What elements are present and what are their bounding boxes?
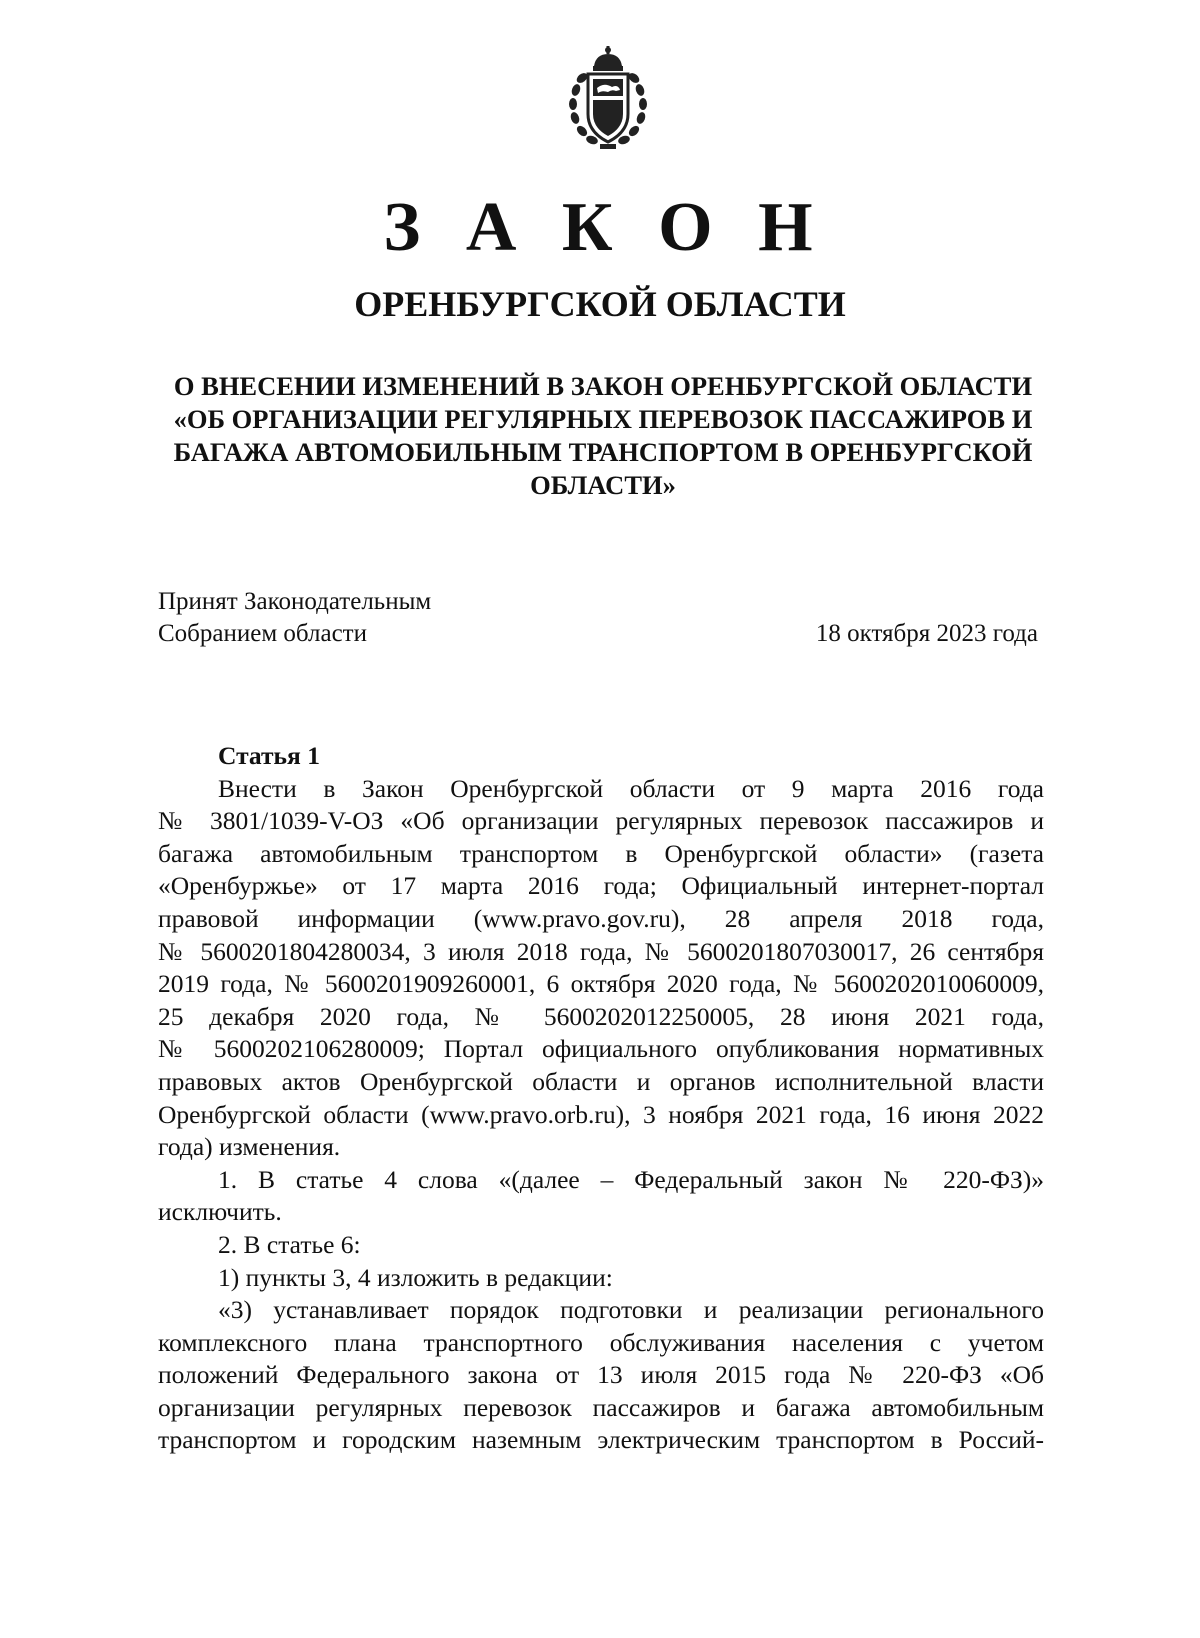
paragraph-line: № 3801/1039-V-ОЗ «Об организации регулярных перевозок пассажиров и	[158, 806, 1044, 836]
adoption-info	[158, 586, 431, 650]
law-name-line: О ВНЕСЕНИИ ИЗМЕНЕНИЙ В ЗАКОН ОРЕНБУРГСКОЙ ОБЛАСТИ	[173, 371, 1033, 401]
paragraph-line: 2019 года, № 5600201909260001, 6 октября 2020 года, № 5600202010060009,	[158, 969, 1044, 999]
law-name-line: «ОБ ОРГАНИЗАЦИИ РЕГУЛЯРНЫХ ПЕРЕВОЗОК ПАССАЖИРОВ И	[173, 404, 1033, 434]
paragraph-line: «3) устанавливает порядок подготовки и реализации регионального	[218, 1295, 1044, 1325]
paragraph-line: правовых актов Оренбургской области и органов исполнительной власти	[158, 1066, 1044, 1096]
coat-of-arms-icon	[560, 44, 656, 152]
paragraph-line: года) изменения.	[158, 1132, 341, 1162]
paragraph-line: транспортом и городским наземным электрическим транспортом в Россий-	[158, 1425, 1044, 1455]
law-name	[158, 370, 1048, 502]
adoption-line-2: Собранием области	[158, 620, 367, 647]
paragraph-line: 1. В статье 4 слова «(далее – Федеральный закон № 220-ФЗ)»	[218, 1164, 1044, 1194]
paragraph-line: багажа автомобильным транспортом в Оренбургской области» (газета	[158, 838, 1044, 868]
paragraph-line: «Оренбуржье» от 17 марта 2016 года; Официальный интернет-портал	[158, 871, 1044, 901]
adoption-line-1: Принят Законодательным	[158, 588, 432, 615]
law-name-line: ОБЛАСТИ»	[530, 470, 676, 500]
paragraph-line: организации регулярных перевозок пассажиров и багажа автомобильным	[158, 1392, 1044, 1422]
article-1	[158, 740, 1044, 1457]
document-title: З А К О Н	[383, 189, 827, 266]
law-name-line: БАГАЖА АВТОМОБИЛЬНЫМ ТРАНСПОРТОМ В ОРЕНБУРГСКОЙ	[173, 437, 1033, 467]
document-subtitle: ОРЕНБУРГСКОЙ ОБЛАСТИ	[354, 284, 846, 324]
paragraph-line: № 5600202106280009; Портал официального опубликования нормативных	[158, 1034, 1044, 1064]
article-heading: Статья 1	[218, 741, 320, 770]
paragraph-line: 25 декабря 2020 года, № 5600202012250005, 28 июня 2021 года,	[158, 1001, 1044, 1031]
paragraph-line: исключить.	[158, 1197, 282, 1227]
paragraph-line: Внести в Закон Оренбургской области от 9 марта 2016 года	[218, 773, 1044, 803]
paragraph-line: Оренбургской области (www.pravo.orb.ru), 3 ноября 2021 года, 16 июня 2022	[158, 1099, 1044, 1129]
adoption-date: 18 октября 2023 года	[815, 620, 1038, 647]
paragraph-line: № 5600201804280034, 3 июля 2018 года, № 5600201807030017, 26 сентября	[158, 936, 1044, 966]
paragraph-line: правовой информации (www.pravo.gov.ru), 28 апреля 2018 года,	[158, 903, 1044, 933]
paragraph-line: комплексного плана транспортного обслуживания населения с учетом	[158, 1327, 1044, 1357]
paragraph-line: положений Федерального закона от 13 июля 2015 года № 220-ФЗ «Об	[158, 1360, 1044, 1390]
paragraph-line: 2. В статье 6:	[218, 1229, 361, 1259]
paragraph-line: 1) пункты 3, 4 изложить в редакции:	[218, 1262, 613, 1292]
